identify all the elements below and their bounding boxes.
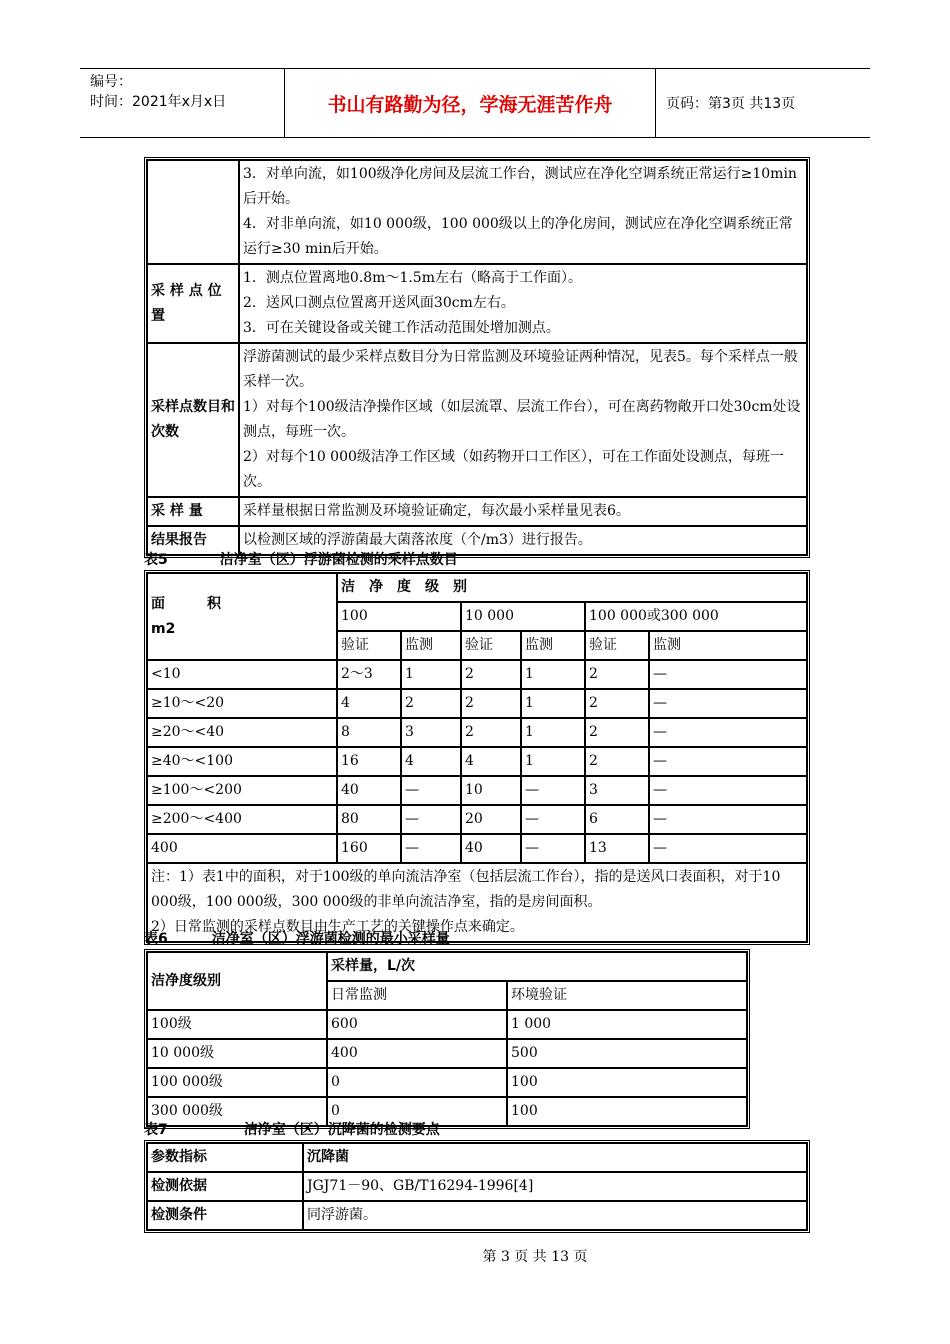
table-cell: — [401,834,461,863]
table-cell: 160 [337,834,401,863]
table-cell: 2～3 [337,660,401,689]
sub-header: 日常监测 [327,981,507,1010]
table-cell: 2 [585,689,649,718]
table-cell: 1 [521,689,585,718]
row-label [147,160,239,264]
table-row [147,834,807,863]
note-line: 2）日常监测的采样点数目由生产工艺的关键操作点来确定。 [151,919,524,935]
note-line: 注：1）表1中的面积，对于100级的单向流洁净室（包括层流工作台），指的是送风口表面积，对于10 000级，100 000级，300 000级的非单向流洁净室，指的是房间面积。 [151,869,781,910]
header-motto [284,69,656,137]
row-label: ≥10～<20 [147,689,337,718]
sub-header: 环境验证 [507,981,747,1010]
time-label: 时间：2021年x月x日 [90,94,227,110]
table-row [147,1143,807,1172]
page-footer [0,1246,950,1266]
table-cell: 3 [401,718,461,747]
row-label: 检测依据 [147,1172,303,1201]
table-cell: — [649,689,807,718]
sub-header: 监测 [521,631,585,660]
content-line: 1．测点位置离地0.8m～1.5m左右（略高于工作面）。 [243,270,582,286]
grade-100: 100 [337,602,461,631]
row-label: ≥20～<40 [147,718,337,747]
table-cell: 1 [521,718,585,747]
table-cell: 600 [327,1010,507,1039]
table-row [147,952,747,981]
row-label: ≥100～<200 [147,776,337,805]
grade-100000-300000: 100 000或300 000 [585,602,807,631]
table-cell: 16 [337,747,401,776]
table-row [147,497,807,526]
table-row [147,573,807,602]
table-cell: 1 [521,660,585,689]
table-cell: 1 [401,660,461,689]
table-cell: 4 [401,747,461,776]
table-cell: — [401,805,461,834]
area-unit: m2 [151,620,176,637]
grade-header: 洁净度级别 [147,952,327,1010]
table-cell: 2 [585,660,649,689]
content-line: 1）对每个100级洁净操作区域（如层流罩、层流工作台），可在离药物敞开口处30cm处设测点，每班一次。 [243,399,801,440]
table6-sampling-volume [144,949,750,1129]
table-cell: 2 [585,747,649,776]
table5-caption [144,549,458,569]
table-cell: 40 [461,834,521,863]
table-row [147,689,807,718]
table-cell: JGJ71－90、GB/T16294-1996[4] [303,1172,807,1201]
table-cell: — [649,718,807,747]
row-content [239,160,807,264]
table7-settling-bacteria [144,1140,810,1233]
sub-header: 监测 [401,631,461,660]
table-row [147,343,807,497]
table-cell: — [649,834,807,863]
table-cell: 3 [585,776,649,805]
table-row [147,776,807,805]
volume-header: 采样量，L/次 [327,952,747,981]
footer-page-number: 第 3 页 共 13 页 [482,1249,588,1265]
table-cell: 13 [585,834,649,863]
table-row [147,1068,747,1097]
table-row [147,718,807,747]
table-row [147,805,807,834]
table-cell: 80 [337,805,401,834]
row-label: 参数指标 [147,1143,303,1172]
page-label: 页码：第3页 共13页 [666,96,796,112]
table-cell: 2 [585,718,649,747]
row-label: 采样点数目和次数 [147,343,239,497]
content-line: 2）对每个10 000级洁净工作区域（如药物开口工作区），可在工作面处设测点，每班一次。 [243,449,784,490]
table-row [147,1010,747,1039]
table-cell: — [649,660,807,689]
table-cell: 6 [585,805,649,834]
row-label: ≥40～<100 [147,747,337,776]
row-label: ≥200～<400 [147,805,337,834]
content-line: 4．对非单向流，如10 000级，100 000级以上的净化房间，测试应在净化空调系统正常运行≥30 min后开始。 [243,216,793,257]
row-label: 100 000级 [147,1068,327,1097]
table6-number: 表6 [144,931,168,947]
content-line: 2．送风口测点位置离开送风面30cm左右。 [243,295,515,311]
table-row [147,160,807,264]
table-cell: — [521,776,585,805]
content-line: 3．对单向流，如100级净化房间及层流工作台，测试应在净化空调系统正常运行≥10min后开始。 [243,166,797,207]
table-cell: 2 [401,689,461,718]
table-cell: 10 [461,776,521,805]
table6-body [147,1010,747,1126]
row-label: 采 样 点 位 置 [147,264,239,343]
table5-title: 洁净室（区）浮游菌检测的采样点数目 [219,552,458,568]
table7-caption [144,1119,440,1139]
table-cell: — [521,805,585,834]
table-cell: 0 [327,1068,507,1097]
header-right [664,69,870,137]
table-cell: 20 [461,805,521,834]
table-cell: 400 [327,1039,507,1068]
table-cell: — [649,805,807,834]
table7-body [147,1143,807,1230]
area-header: 面 积 [151,595,221,612]
motto-text: 书山有路勤为径，学海无涯苦作舟 [327,93,613,116]
row-label: 400 [147,834,337,863]
table5-number: 表5 [144,552,168,568]
number-label: 编号： [90,74,132,90]
sub-header: 监测 [649,631,807,660]
table-cell: 40 [337,776,401,805]
content-line: 采样量根据日常监测及环境验证确定，每次最小采样量见表6。 [243,503,630,519]
table6-caption [144,928,450,948]
table-row [147,264,807,343]
table5-body [147,660,807,863]
table-cell: 同浮游菌。 [303,1201,807,1230]
table-cell: 1 000 [507,1010,747,1039]
table-cell: — [401,776,461,805]
sub-header: 验证 [461,631,521,660]
page-header [80,68,870,138]
table-cell: 100 [507,1068,747,1097]
table-cell: 沉降菌 [303,1143,807,1172]
sampling-requirements-table [144,157,810,558]
row-label: 检测条件 [147,1201,303,1230]
table-cell: — [649,747,807,776]
row-content [239,264,807,343]
header-left [80,69,284,137]
grade-10000: 10 000 [461,602,585,631]
area-header-cell [147,573,337,660]
content-line: 浮游菌测试的最少采样点数目分为日常监测及环境验证两种情况，见表5。每个采样点一般采样一次。 [243,349,798,390]
table-cell: 2 [461,718,521,747]
table5-sampling-points [144,570,810,945]
table-row [147,660,807,689]
grade-header: 洁 净 度 级 别 [337,573,807,602]
table6-title: 洁净室（区）浮游菌检测的最小采样量 [211,931,450,947]
table-cell: — [649,776,807,805]
table-cell: 0 [327,1097,507,1126]
content-line: 3．可在关键设备或关键工作活动范围处增加测点。 [243,320,560,336]
table7-title: 洁净室（区）沉降菌的检测要点 [243,1122,440,1138]
sub-header: 验证 [585,631,649,660]
table-cell: 2 [461,660,521,689]
table-row [147,747,807,776]
table-row [147,1172,807,1201]
table-cell: 500 [507,1039,747,1068]
table-cell: 1 [521,747,585,776]
table-cell: 2 [461,689,521,718]
row-label: 采 样 量 [147,497,239,526]
content-line: 以检测区域的浮游菌最大菌落浓度（个/m3）进行报告。 [243,532,592,548]
table-cell: 4 [337,689,401,718]
table-cell: — [521,834,585,863]
row-content [239,497,807,526]
row-label: 300 000级 [147,1097,327,1126]
sub-header: 验证 [337,631,401,660]
table-cell: 8 [337,718,401,747]
table7-number: 表7 [144,1122,168,1138]
table-row [147,1201,807,1230]
row-label: <10 [147,660,337,689]
table-cell: 4 [461,747,521,776]
row-content [239,343,807,497]
row-label: 10 000级 [147,1039,327,1068]
row-label: 100级 [147,1010,327,1039]
table-cell: 100 [507,1097,747,1126]
table-row [147,1039,747,1068]
row-label: 结果报告 [147,526,239,555]
